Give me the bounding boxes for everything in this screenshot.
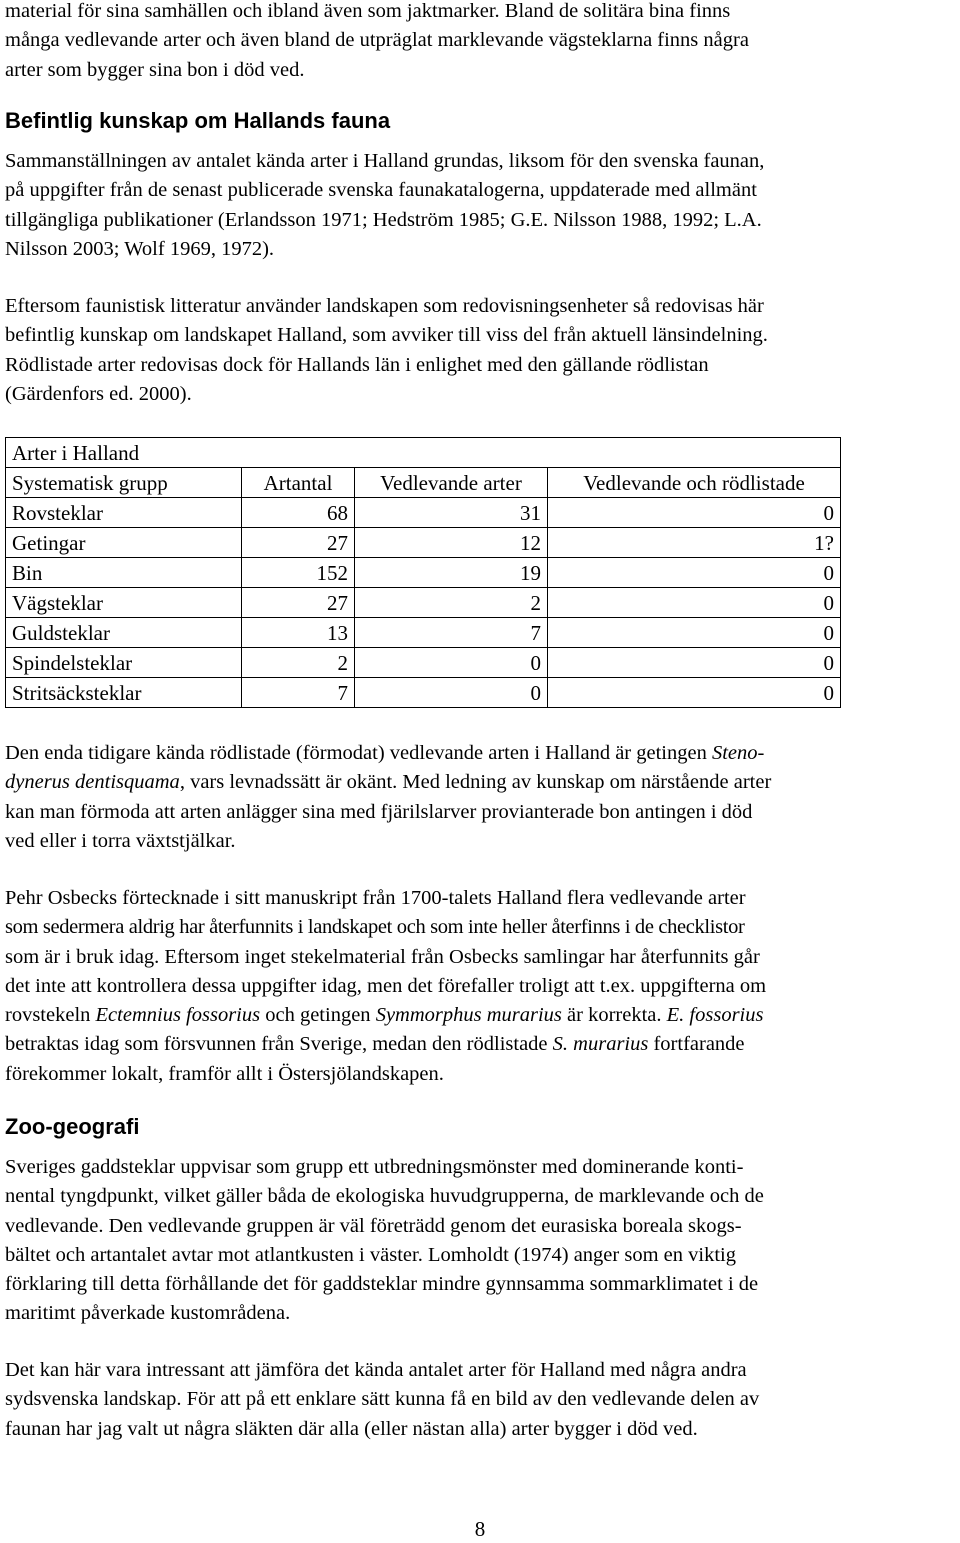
text-line: förekommer lokalt, framför allt i Östersjölandskapen. <box>5 1062 444 1085</box>
table-cell: 0 <box>355 648 548 678</box>
text-line: vedlevande. Den vedlevande gruppen är väl företrädd genom det eurasiska boreala skogs- <box>5 1214 742 1237</box>
text-run: fortfarande <box>648 1033 745 1056</box>
table-header-row <box>6 468 841 498</box>
table-cell: Bin <box>6 558 242 588</box>
table-cell: 2 <box>242 648 355 678</box>
table-row <box>6 528 841 558</box>
text-line: Det kan här vara intressant att jämföra det kända antalet arter för Halland med några andra <box>5 1359 747 1381</box>
header-cell: Systematisk grupp <box>6 468 242 498</box>
text-line: Nilsson 2003; Wolf 1969, 1972). <box>5 237 275 260</box>
text-line: bältet och artantalet avtar mot atlantkusten i väster. Lomholdt (1974) anger som en viktig <box>5 1243 736 1266</box>
text-line: ved eller i torra växtstjälkar. <box>5 829 236 852</box>
text-line: nental tyngdpunkt, vilket gäller båda de ekologiska huvudgrupperna, de marklevande och de <box>5 1185 764 1208</box>
table-cell: 7 <box>242 678 355 708</box>
text-line: på uppgifter från de senast publicerade svenska faunakatalogerna, uppdaterade med allmänt <box>5 179 757 202</box>
text-line: tillgängliga publikationer (Erlandsson 1971; Hedström 1985; G.E. Nilsson 1988, 1992; L.A. <box>5 208 762 231</box>
species-name: Symmorphus murarius <box>375 1004 562 1027</box>
text-line: som är i bruk idag. Eftersom inget stekelmaterial från Osbecks samlingar har återfunnits går <box>5 945 760 968</box>
section-heading-zoo-geografi: Zoo-geografi <box>5 1114 140 1139</box>
table-cell: Stritsäcksteklar <box>6 678 242 708</box>
table-cell: 31 <box>355 498 548 528</box>
table-cell: 27 <box>242 528 355 558</box>
table-row <box>6 558 841 588</box>
table-title: Arter i Halland <box>6 438 841 468</box>
text-line: Pehr Osbecks förtecknade i sitt manuskript från 1700-talets Halland flera vedlevande arter <box>5 887 746 909</box>
table-cell: 19 <box>355 558 548 588</box>
species-name: E. fossorius <box>666 1004 764 1027</box>
text-run: , vars levnadssätt är okänt. Med ledning av kunskap om närstående arter <box>179 771 772 794</box>
table-cell: 0 <box>548 618 841 648</box>
species-name: Ectemnius fossorius <box>95 1004 261 1027</box>
table-cell: 2 <box>355 588 548 618</box>
table-row <box>6 588 841 618</box>
text-line: Rödlistade arter redovisas dock för Hallands län i enlighet med den gällande rödlistan <box>5 353 709 376</box>
text-line: arter som bygger sina bon i död ved. <box>5 58 305 81</box>
text-line: Sveriges gaddsteklar uppvisar som grupp ett utbredningsmönster med dominerande konti- <box>5 1156 744 1178</box>
text-line <box>5 1030 955 1059</box>
page-number: 8 <box>474 1517 486 1541</box>
species-name: S. murarius <box>552 1033 649 1056</box>
header-cell: Artantal <box>242 468 355 498</box>
text-line: sydsvenska landskap. För att på ett enklare sätt kunna få en bild av den vedlevande delen av <box>5 1388 760 1411</box>
text-run: Den enda tidigare kända rödlistade (förmodat) vedlevande arten i Halland är getingen <box>5 742 712 764</box>
table-cell: 0 <box>548 678 841 708</box>
table-row <box>6 648 841 678</box>
table-cell: 0 <box>548 558 841 588</box>
text-line: många vedlevande arter och även bland de utpräglat marklevande vägsteklarna finns några <box>5 29 749 52</box>
text-line: förklaring till detta förhållande det för gaddsteklar mindre gynnsamma sommarklimatet i de <box>5 1273 759 1296</box>
table-row <box>6 498 841 528</box>
text-run: betraktas idag som försvunnen från Sverige, medan den rödlistade <box>5 1033 553 1056</box>
species-name: Steno- <box>711 742 765 764</box>
text-line: (Gärdenfors ed. 2000). <box>5 382 192 405</box>
text-line: befintlig kunskap om landskapet Halland, som avviker till viss del från aktuell länsindelning. <box>5 324 768 347</box>
text-line <box>5 768 955 797</box>
paragraph-stenodynerus <box>5 739 955 856</box>
text-line: Sammanställningen av antalet kända arter i Halland grundas, liksom för den svenska faunan, <box>5 150 765 172</box>
table-cell: 68 <box>242 498 355 528</box>
table-row <box>6 618 841 648</box>
text-run: är korrekta. <box>561 1004 667 1027</box>
text-line <box>5 1001 955 1030</box>
header-cell: Vedlevande och rödlistade <box>548 468 841 498</box>
section1-paragraph-2 <box>5 292 955 409</box>
intro-paragraph <box>5 0 955 85</box>
table-title-row <box>6 438 841 468</box>
text-line: kan man förmoda att arten anlägger sina med fjärilslarver provianterade bon antingen i död <box>5 800 753 823</box>
section-heading-befintlig-kunskap: Befintlig kunskap om Hallands fauna <box>5 108 391 133</box>
text-run: och getingen <box>260 1004 376 1027</box>
section2-paragraph-1 <box>5 1153 955 1329</box>
text-line: Eftersom faunistisk litteratur använder landskapen som redovisningsenheter så redovisas här <box>5 295 764 317</box>
header-cell: Vedlevande arter <box>355 468 548 498</box>
table-cell: Guldsteklar <box>6 618 242 648</box>
text-run: rovstekeln <box>5 1004 96 1027</box>
section2-paragraph-2 <box>5 1356 955 1444</box>
table-cell: 27 <box>242 588 355 618</box>
table-cell: 152 <box>242 558 355 588</box>
table-row <box>6 678 841 708</box>
table-cell: 7 <box>355 618 548 648</box>
table-cell: Rovsteklar <box>6 498 242 528</box>
table-cell: 1? <box>548 528 841 558</box>
text-line: faunan har jag valt ut några släkten där alla (eller nästan alla) arter bygger i död ved. <box>5 1417 698 1440</box>
table-cell: 13 <box>242 618 355 648</box>
text-line: som sedermera aldrig har återfunnits i landskapet och som inte heller återfinns i de checklistor <box>5 916 745 939</box>
species-name: dynerus dentisquama <box>5 771 180 794</box>
text-line: material för sina samhällen och ibland även som jaktmarker. Bland de solitära bina finns <box>5 0 731 22</box>
table-cell: Getingar <box>6 528 242 558</box>
table-cell: Spindelsteklar <box>6 648 242 678</box>
text-line <box>5 739 955 768</box>
table-cell: Vägsteklar <box>6 588 242 618</box>
table-cell: 0 <box>548 498 841 528</box>
text-line: det inte att kontrollera dessa uppgifter idag, men det förefaller troligt att t.ex. uppgifterna om <box>5 974 767 997</box>
section1-paragraph-1 <box>5 147 955 264</box>
text-line: maritimt påverkade kustområdena. <box>5 1302 291 1325</box>
paragraph-osbeck <box>5 884 955 1089</box>
species-table <box>5 437 841 708</box>
table-cell: 0 <box>355 678 548 708</box>
table-cell: 0 <box>548 648 841 678</box>
table-cell: 12 <box>355 528 548 558</box>
table-cell: 0 <box>548 588 841 618</box>
